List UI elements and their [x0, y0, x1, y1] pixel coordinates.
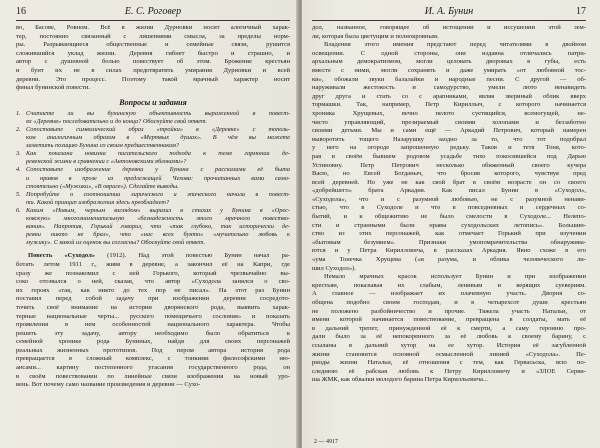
question-line: ком аналогичным образом в «Мертвых душах». В чём вы можете	[26, 134, 290, 142]
question-number: 5.	[16, 190, 21, 198]
intro-line: ры. Разрывающиеся общественные и семейные связи, рушится	[16, 41, 290, 49]
story-line: ансами... картину постепенного угасания государственного рода, он	[16, 364, 290, 372]
body-line: всей деревней. Но уже не как свой брат в своём возрасте он со своего	[312, 178, 586, 186]
story-line: в своём повествовании по линейные связи изображения на новый уро-	[16, 372, 290, 380]
question-line: заметить позицию Бунина со своим предшественником?	[26, 142, 180, 150]
story-line-text: (1912). Над этой повестью Бунин начал ра-	[95, 252, 290, 260]
body-line: дол, названное, говорящее об истощении и иссушении этой зем-	[312, 24, 586, 31]
question-item	[16, 150, 290, 166]
body-line: ша ЖМК, как обвалки молодого барина Петра Кирилльевича...	[312, 376, 488, 384]
question-line: ти. Какой принцип изображения здесь преобладает?	[26, 198, 170, 206]
intro-line: и бунт их не в силах предотвратить умирания Дурновки и всей	[16, 66, 290, 74]
right-body-text	[312, 24, 586, 385]
body-line: не положено разбойничество и прочие. Тяжела участь Натальи, от	[312, 307, 586, 315]
body-line: жизни становится основной осмысленной линией «Суходола». Пе-	[312, 350, 586, 358]
body-line: Устиновну. Петр Петрович несколько обиженный своего кучера	[312, 161, 586, 169]
body-line: имени которой начинается повествование, превращена в солдаты, мать её	[312, 316, 586, 324]
story-line: проявления в нем особенностей национального характера. Чтобы	[16, 321, 290, 329]
question-line: Сопоставьте изображение деревни у Бунина с рассказами её быта	[26, 166, 290, 174]
body-line: Владения этого имения предстают перед читателями в двойном	[324, 41, 586, 49]
body-line: «ума Тонечка Хрущева («и разума, и облика человеческого ли-	[312, 256, 586, 264]
question-text	[26, 166, 290, 190]
story-line: терные национальные черты... русского помещичьего сословия» и показать	[16, 312, 290, 320]
question-line: ковскую» многознаменательную «безнадежность этого мрачного повество-	[26, 214, 290, 222]
question-number: 2.	[16, 125, 21, 133]
question-text	[26, 126, 290, 150]
body-line: бытий, и к общежитию не было смелости в Суходоле... Нелепо-	[312, 213, 586, 221]
left-page	[0, 0, 298, 448]
body-line: рая в своём бывшем родовом усадьбе тихо покосившейся под Дарью	[312, 152, 586, 160]
right-running-head	[312, 6, 586, 21]
left-running-head	[16, 6, 290, 21]
body-line: ссыланы в дальний хутор на ее хутор. История её загубленной	[312, 341, 586, 349]
story-line: их героях «так, как никто до тех пор не писал». На этот раз Бунин	[16, 286, 290, 294]
story-paragraph	[16, 252, 290, 390]
questions-list	[16, 110, 290, 248]
body-line: освещении. С одной стороны, они издавна отличались патри-	[312, 49, 586, 57]
body-line: сти и странными были нравы суходольских летопись». Большин-	[312, 221, 586, 229]
story-line: сразу же познакомил с ней Горького, который чрезвычайно вы-	[16, 269, 290, 277]
question-line: Сопоставьте символический образ «тройки» в «Деревне» с тополь-	[26, 125, 290, 133]
intro-line: сложившийся уклад жизни. Деревня гибнет быстро и страшно, и	[16, 49, 290, 57]
story-line	[16, 252, 290, 261]
question-item	[16, 191, 290, 207]
question-line: стоятельно («Мужики», «В овраге»). Сделайте выводы.	[26, 182, 179, 190]
story-line: реальных жизненных прототипов. Под пером автора история рода	[16, 346, 290, 354]
right-page-number: 17	[576, 6, 586, 17]
question-line: вания». Напротив, Горький говорил, что «так глубоко, так исторически де-	[26, 223, 290, 231]
body-line: стью, что в Суходоле и что в повседневных и сердечных со-	[312, 204, 586, 212]
intro-line: автор с душевной болью повествует об этом. Брожение крестьян	[16, 58, 290, 66]
left-running-title: Е. С. Роговер	[124, 6, 182, 17]
body-line: наруживали жестокость и самодурство, умели люто ненавидеть	[312, 84, 586, 92]
body-line: чисто управляющий, презираемый своими холопами и беззаботно	[312, 118, 586, 126]
body-line: ство из этих персонажей, как отмечает Горький при изучении	[312, 230, 586, 238]
intro-line: во, Басове, Ровном. Всё в жизни Дурновки носит алогичный харак-	[16, 24, 290, 31]
question-item	[16, 207, 290, 247]
body-line: ли, которая была цветущим и полнокровным.	[312, 32, 439, 40]
question-line: Каким «Новым, черным взглядом» выразил в стихах у Бунина в «Орес-	[26, 206, 290, 214]
story-line: решить эту задачу, автору необходимо было обратиться к	[16, 329, 290, 337]
body-line: хроника Хрущевых, вечно пелото суетящийся, всемогущей, не-	[312, 109, 586, 117]
footer-signature: 2 — 4917	[314, 439, 338, 445]
story-line: точить своё внимание на истории дворянского рода, выявить харак-	[16, 303, 290, 311]
question-line: ревенской жизни в сравнении с «Антоновскими яблоками»?	[26, 158, 187, 166]
body-line: шил Суходол»).	[312, 264, 356, 272]
body-line: крестьян, показывая их слабым, ленивым и верящих суевериям.	[312, 281, 586, 289]
body-line: дали было за её непокоренного за её любовь к своему барину, с	[312, 333, 586, 341]
intro-line: финал бунинской повести.	[16, 84, 90, 92]
question-line: мужику». С какой из оценок вы согласны? Обоснуйте свой ответ.	[26, 239, 206, 247]
body-line: своими детьми. Мы и сами ещё — Аркадий Петрович, который намерен	[312, 127, 586, 135]
body-line: Васю, но Евсей Богданыч, что бросив которого, чувствуя пред	[312, 170, 586, 178]
story-line: соко отозвался о ней, сказав, что автор «Суходола занялся о сво-	[16, 278, 290, 286]
body-line: архальным демократизмом, могли целовать дворовых в губы, есть	[312, 58, 586, 66]
intro-line: деревни. Это процесс. Поэтому такой мрачный характер носит	[16, 75, 290, 83]
body-line: выворотить тощего Назарушку заодно за то, что тот подобрал	[312, 135, 586, 143]
body-line: А главное — изображает их плачевную участь. Дворня со-	[312, 290, 586, 298]
question-text	[26, 207, 290, 247]
intro-line: тер, постоянно связанный с лишениями смысла, за пределы норм-	[16, 32, 290, 40]
question-number: 6.	[16, 206, 21, 214]
body-line: у него на огороде запрошенную редьку. Таков и тетя Тоня, кото-	[312, 144, 586, 152]
left-intro-paragraph	[16, 24, 290, 93]
story-title: Повесть «Суходол»	[28, 252, 96, 260]
question-line: Считаете ли вы бунинскую объективность выраженной в повест-	[26, 109, 290, 117]
question-number: 3.	[16, 150, 21, 158]
story-line: поставил перед собой задачу при изображении деревни сосредото-	[16, 295, 290, 303]
left-page-number: 16	[16, 6, 26, 17]
body-line: «Суходола», что и с разумной любовью, не с разумной ненави-	[312, 195, 586, 203]
body-line: ки», обожали звуки балалайки и народные песни. С другой — об-	[312, 75, 586, 83]
question-line: Как показана новизна писательского подхода к теме гармонии де-	[26, 150, 290, 158]
question-text	[26, 150, 290, 166]
question-text	[26, 110, 290, 126]
questions-heading: Вопросы и задания	[119, 97, 187, 107]
right-running-title: И. А. Бунин	[424, 6, 474, 17]
body-line: общена подобно своим господам, и в четырехсот души крестьян	[312, 299, 586, 306]
body-line: друг друга и стать со с арапниками, являя звериный облик вверх	[312, 92, 586, 100]
body-line: риоды жизни Натальи, её отношения с тем, как Гервасьска, всю по-	[312, 359, 586, 367]
body-line: в дальний трепет, принужденной её к смерти, а саму героиню про-	[312, 324, 586, 332]
question-item	[16, 110, 290, 126]
right-page	[302, 0, 600, 448]
question-line: и нравов в прозе из предлежащей Чехова: прочитанных вами само-	[26, 174, 290, 182]
story-line: ботать летом 1911 г., живя в деревне, а закончил её на Капри, где	[16, 260, 290, 268]
body-line: «добрейшего» брата Аркадия. Как писал Бунин в «Суходол»,	[312, 187, 586, 195]
body-line: «бытовым безумием». Признаки умопомрачительства обнаружива-	[312, 238, 586, 246]
question-number: 4.	[16, 166, 21, 174]
story-line: вень. Вот почему само название произведения и деревни — Сухо-	[16, 381, 201, 389]
question-item	[16, 166, 290, 190]
question-line: Попробуйте о соотношении лирического и эпического начала в повест-	[26, 190, 290, 198]
story-line: превращается в сложный комплекс, с тонкими философскими ню-	[16, 355, 290, 363]
question-item	[16, 126, 290, 150]
question-line: ревни никто не брал», что «нас всех бунто» «мучительно любовь к	[26, 231, 290, 239]
body-line: Немало мрачных красок использует Бунин и при изображении	[324, 273, 586, 281]
body-line: ются и у Петра Кирилловича, в рассказах Аркадия. Явно схоже в его	[312, 247, 586, 255]
question-text	[26, 191, 290, 207]
body-line: вместе с ними, могли сохранять и даже умирать «от любовной тос-	[312, 66, 586, 74]
question-number: 1.	[16, 109, 21, 117]
body-line: следнюю её рабская любовь к Петру Кирилловичу и «ЗЛОЕ Серви-	[312, 367, 586, 375]
story-line: семейной хронике рода Буниных, найдя для своих персонажей	[16, 338, 290, 346]
question-line: ях «Деревня» последовательно и до конца? Обоснуйте свой ответ.	[26, 117, 208, 125]
body-line: тормашки. Так, например, Петр Кириллыч, с которого начинается	[312, 101, 586, 109]
